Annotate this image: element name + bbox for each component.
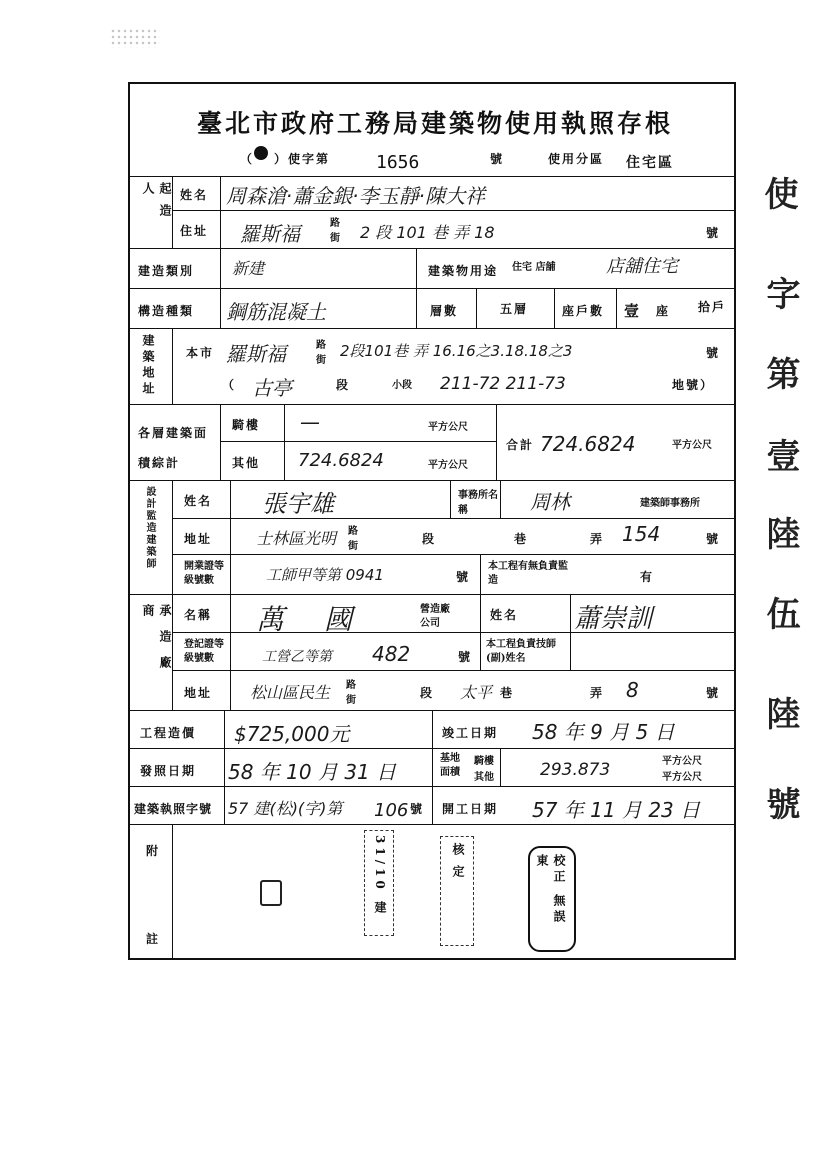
right-margin-char: 陸 (760, 696, 800, 738)
right-margin-char: 號 (760, 786, 800, 828)
floors-label: 層數 (430, 304, 459, 318)
permit-value: 57 建(松)(字)第 (228, 799, 343, 818)
notes-label-top: 附 (146, 844, 161, 858)
arcade-label: 騎樓 (232, 418, 261, 432)
row-rule (220, 441, 496, 442)
col-rule (500, 748, 501, 786)
units-value: 壹 (624, 302, 642, 320)
col-rule (480, 554, 481, 594)
site-lots: 211-72 211-73 (440, 374, 566, 394)
site-unit-1: 平方公尺 (662, 756, 702, 767)
architect-supervise-label: 本工程有無負責監造 (488, 561, 568, 586)
contractor-hao: 號 (706, 686, 721, 700)
architect-road-label: 路街 (348, 526, 358, 552)
note-stamp-2: 核定 (440, 836, 474, 946)
col-rule (220, 404, 221, 480)
contractor-section-label: 承造廠商 (141, 604, 172, 682)
units-label: 座戶數 (562, 304, 605, 318)
architect-name-value: 張宇雄 (262, 490, 334, 518)
architect-address-value: 士林區光明 (256, 529, 337, 548)
applicant-name-label: 姓名 (180, 188, 209, 202)
contractor-reg-value: 工營乙等第 (262, 649, 332, 665)
applicant-road-label: 路街 (330, 218, 340, 244)
site-other-value: 293.873 (540, 760, 611, 780)
col-rule (432, 710, 433, 824)
site-lot-label: 地號） (672, 378, 715, 392)
col-rule (220, 176, 221, 248)
units-unit: 座 (656, 304, 671, 318)
site-road: 羅斯福 (226, 342, 286, 366)
architect-duan: 段 (422, 532, 437, 546)
building-use-value: 住宅 店舖 (512, 262, 556, 273)
area-unit-2: 平方公尺 (428, 460, 468, 471)
right-margin-char: 伍 (760, 596, 800, 638)
architect-xiang: 巷 (514, 532, 529, 546)
contractor-address-value: 松山區民生 (250, 683, 331, 702)
building-use-label: 建築物用途 (428, 264, 499, 278)
permit-hao: 號 (490, 152, 505, 166)
area-unit-1: 平方公尺 (428, 422, 468, 433)
form-title: 臺北市政府工務局建築物使用執照存根 (196, 109, 673, 138)
use-zone-value: 住宅區 (626, 155, 674, 171)
units-extra: 拾戶 (698, 300, 727, 314)
floors-value: 五層 (500, 302, 529, 316)
start-date-label: 開工日期 (442, 802, 499, 816)
building-use-value-2: 店舖住宅 (606, 256, 678, 277)
site-detail: 2段101巷 弄 16.16之3.18.18之3 (340, 342, 573, 360)
contractor-name-value: 萬國 (256, 603, 393, 636)
ink-mark-icon (254, 146, 268, 160)
architect-hao: 號 (706, 532, 721, 546)
architect-supervise-value: 有 (640, 570, 655, 584)
col-rule (570, 594, 571, 670)
note-stamp-1: 31/10 建 (364, 830, 394, 936)
col-rule (480, 594, 481, 670)
row-rule (130, 594, 735, 595)
architect-name-label: 姓名 (184, 494, 213, 508)
permit-hao: 號 (410, 802, 425, 816)
applicant-hao: 號 (706, 226, 721, 240)
contractor-duan: 段 (420, 686, 435, 700)
cost-label: 工程造價 (140, 726, 197, 740)
start-date-value: 57 年 11 月 23 日 (532, 798, 701, 822)
contractor-address-label: 地址 (184, 686, 213, 700)
contractor-suffix-2: 公司 (420, 618, 440, 629)
site-hao: 號 (706, 346, 721, 360)
row-rule (130, 328, 735, 329)
contractor-tech-label: 本工程負責技師(副)姓名 (486, 639, 556, 664)
contractor-nong: 弄 (590, 686, 605, 700)
col-rule (616, 288, 617, 328)
area-total-value: 724.6824 (540, 432, 636, 456)
contractor-person-value: 蕭崇訓 (574, 604, 653, 634)
areas-section-label: 各層建築面積綜計 (138, 426, 209, 470)
structure-value: 鋼筋混凝土 (226, 300, 326, 324)
site-xiao-duan: 小段 (392, 380, 412, 391)
applicant-name-value: 周森滄‧蕭金銀‧李玉靜‧陳大祥 (226, 184, 486, 208)
architect-license-label: 開業證等級號數 (184, 561, 224, 586)
contractor-suffix-1: 營造廠 (420, 604, 450, 615)
row-rule (172, 210, 735, 211)
site-paren-open: （ (222, 378, 237, 392)
applicant-address-label: 住址 (180, 224, 209, 238)
site-area-label: 基地面積 (440, 753, 460, 778)
architect-address-label: 地址 (184, 532, 213, 546)
architect-section-label: 設計監造建築師 (144, 486, 155, 570)
right-margin-char: 字 (760, 276, 800, 318)
complete-date-label: 竣工日期 (442, 726, 499, 740)
col-rule (554, 288, 555, 328)
contractor-address-no: 8 (626, 678, 639, 702)
note-stamp-3: 校正 無誤 東 (528, 846, 576, 952)
contractor-reg-hao: 號 (458, 650, 473, 664)
col-rule (416, 248, 417, 288)
building-type-label: 建造類別 (138, 264, 195, 278)
permit-label: 建築執照字號 (134, 802, 213, 816)
use-word-label: ）使字第 (274, 152, 331, 166)
other-area-value: 724.6824 (298, 450, 384, 471)
architect-office-value: 周林 (530, 490, 570, 514)
use-zone-label: 使用分區 (548, 152, 605, 166)
col-rule (416, 288, 417, 328)
right-margin-column (742, 176, 822, 876)
permit-no: 106 (374, 800, 409, 821)
col-rule (284, 404, 285, 480)
col-rule (220, 248, 221, 328)
site-arcade-label: 騎樓 (474, 756, 494, 767)
applicant-address-value: 羅斯福 (240, 222, 300, 246)
col-rule (172, 824, 173, 958)
architect-office-label: 事務所名稱 (458, 490, 498, 516)
architect-nong: 弄 (590, 532, 605, 546)
row-rule (130, 480, 735, 481)
structure-label: 構造種類 (138, 304, 195, 318)
architect-office-suffix: 建築師事務所 (640, 498, 700, 509)
issue-date-value: 58 年 10 月 31 日 (228, 760, 397, 784)
contractor-person-label: 姓名 (490, 608, 519, 622)
right-margin-char: 使 (758, 176, 798, 218)
complete-date-value: 58 年 9 月 5 日 (532, 720, 675, 744)
right-margin-char: 陸 (760, 516, 800, 558)
applicant-section-label: 起造人 (141, 182, 172, 226)
site-road-label: 路街 (316, 340, 326, 366)
col-rule (172, 328, 173, 404)
col-rule (230, 480, 231, 710)
contractor-xiang: 巷 (500, 686, 515, 700)
building-type-value: 新建 (232, 259, 265, 278)
use-word-prefix: （ (240, 152, 255, 166)
contractor-reg-no: 482 (372, 642, 411, 666)
right-margin-char: 壹 (760, 438, 800, 480)
note-mark-icon (260, 880, 282, 906)
col-rule (476, 288, 477, 328)
contractor-road-label: 路街 (346, 680, 356, 706)
scan-noise (110, 28, 160, 48)
architect-address-no: 154 (622, 522, 661, 546)
contractor-reg-label: 登記證等級號數 (184, 639, 224, 664)
col-rule (224, 710, 225, 824)
row-rule (172, 518, 735, 519)
architect-license-hao: 號 (456, 570, 471, 584)
col-rule (500, 480, 501, 518)
site-other-label: 其他 (474, 772, 494, 783)
contractor-xiang-value: 太平 (460, 683, 493, 702)
other-area-label: 其他 (232, 456, 261, 470)
right-margin-char: 第 (760, 356, 800, 398)
site-city: 本市 (186, 346, 215, 360)
issue-date-label: 發照日期 (140, 764, 197, 778)
area-total-label: 合計 (506, 438, 535, 452)
row-rule (172, 554, 735, 555)
row-rule (130, 824, 735, 825)
site-district: 古亭 (252, 376, 292, 400)
applicant-address-segment: 2 段 101 巷 弄 18 (360, 223, 495, 242)
cost-value: $725,000元 (234, 722, 350, 746)
site-unit-2: 平方公尺 (662, 772, 702, 783)
col-rule (450, 480, 451, 518)
contractor-name-label: 名稱 (184, 608, 213, 622)
site-duan: 段 (336, 378, 351, 392)
permit-number: 1656 (376, 152, 420, 173)
col-rule (496, 404, 497, 480)
notes-label-bottom: 註 (146, 932, 161, 946)
area-total-unit: 平方公尺 (672, 440, 712, 451)
architect-license-value: 工師甲等第 0941 (266, 566, 384, 584)
site-section-label: 建築地址 (141, 334, 155, 398)
arcade-value: — (300, 410, 320, 434)
row-rule (172, 670, 735, 671)
